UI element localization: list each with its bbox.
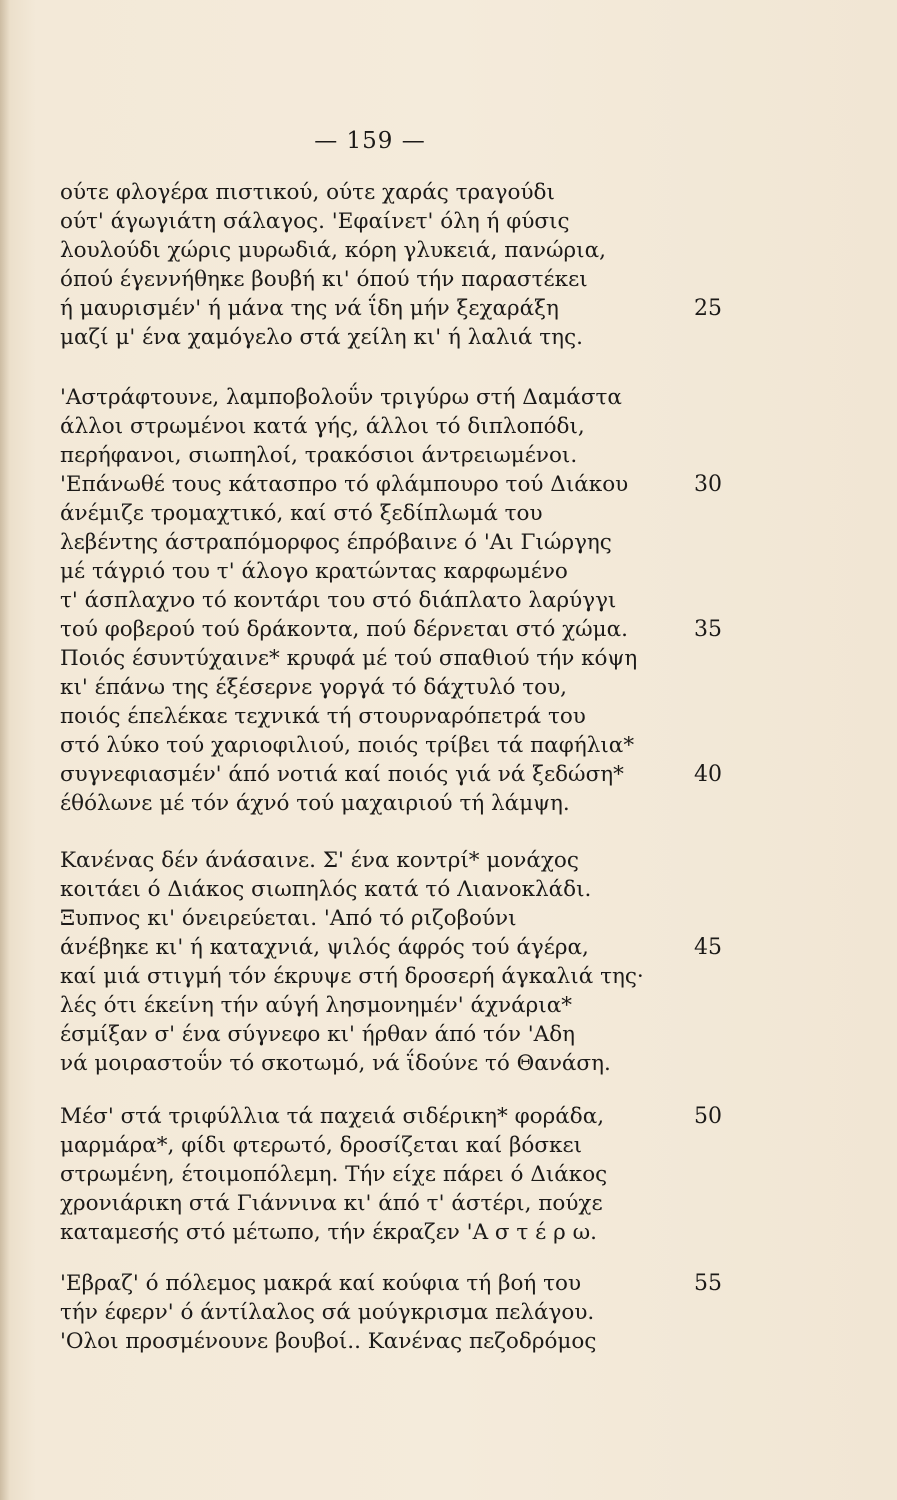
stanza [60, 383, 840, 818]
line-text: τού φοβερού τού δράκοντα, πού δέρνεται στό χώμα. [60, 617, 628, 642]
line-number: 50 [694, 1104, 722, 1129]
poem-line [60, 1269, 840, 1298]
line-text: κι' έπάνω της έξέσερνε γοργά τό δάχτυλό του, [60, 675, 568, 700]
line-text: κοιτάει ό Διάκος σιωπηλός κατά τό Λιανοκλάδι. [60, 877, 592, 902]
line-text: ούτ' άγωγιάτη σάλαγος. 'Εφαίνετ' όλη ή φύσις [60, 209, 570, 234]
line-number: 45 [694, 935, 722, 960]
line-text: 'Εβραζ' ό πόλεμος μακρά καί κούφια τή βοή του [60, 1271, 582, 1296]
line-text: Ποιός έσυντύχαινε* κρυφά μέ τού σπαθιού τήν κόψη [60, 646, 638, 671]
stanza [60, 846, 840, 1078]
line-text: καί μιά στιγμή τόν έκρυψε στή δροσερή άγκαλιά της· [60, 964, 644, 989]
stanza [60, 178, 840, 352]
poem-line [60, 1218, 840, 1247]
poem-line [60, 586, 840, 615]
poem-line [60, 615, 840, 644]
poem-line [60, 294, 840, 323]
page-edge-shadow [0, 0, 10, 1500]
line-text: έθόλωνε μέ τόν άχνό τού μαχαιριού τή λάμψη. [60, 791, 570, 816]
poem-line [60, 875, 840, 904]
line-text: Μέσ' στά τριφύλλια τά παχειά σιδέρικη* φοράδα, [60, 1104, 605, 1129]
poem-line [60, 760, 840, 789]
line-number: 35 [694, 617, 722, 642]
poem-line [60, 644, 840, 673]
line-text: 'Αστράφτουνε, λαμποβολοΰν τριγύρω στή Δαμάστα [60, 385, 622, 410]
poem-line [60, 470, 840, 499]
poem-line [60, 441, 840, 470]
line-number: 30 [694, 472, 722, 497]
line-text: μέ τάγριό του τ' άλογο κρατώντας καρφωμένο [60, 559, 568, 584]
poem-line [60, 846, 840, 875]
poem-line [60, 1020, 840, 1049]
poem-line [60, 1160, 840, 1189]
line-text: όπού έγεννήθηκε βουβή κι' όπού τήν παραστέκει [60, 267, 588, 292]
poem-line [60, 323, 840, 352]
poem-line [60, 383, 840, 412]
line-text: καταμεσής στό μέτωπο, τήν έκραζεν 'Α σ τ έ ρ ω. [60, 1220, 597, 1245]
poem-line [60, 904, 840, 933]
poem-line [60, 207, 840, 236]
line-number: 55 [694, 1271, 722, 1296]
poem-line [60, 178, 840, 207]
line-text: περήφανοι, σιωπηλοί, τρακόσιοι άντρειωμένοι. [60, 443, 578, 468]
poem-line [60, 499, 840, 528]
line-text: λεβέντης άστραπόμορφος έπρόβαινε ό 'Αι Γιώργης [60, 530, 612, 555]
line-text: νά μοιραστοΰν τό σκοτωμό, νά ΐδούνε τό Θανάση. [60, 1051, 611, 1076]
line-text: ή μαυρισμέν' ή μάνα της νά ΐδη μήν ξεχαράξη [60, 296, 559, 321]
line-text: στό λύκο τού χαριοφιλιού, ποιός τρίβει τά παφήλια* [60, 733, 635, 758]
poem-line [60, 673, 840, 702]
poem-line [60, 528, 840, 557]
poem-line [60, 702, 840, 731]
stanza [60, 1102, 840, 1247]
poem-line [60, 991, 840, 1020]
poem-line [60, 236, 840, 265]
line-text: ποιός έπελέκαε τεχνικά τή στουρναρόπετρά του [60, 704, 586, 729]
line-text: μαρμάρα*, φίδι φτερωτό, δροσίζεται καί βόσκει [60, 1133, 583, 1158]
poem-line [60, 1327, 840, 1356]
poem-line [60, 789, 840, 818]
poem-line [60, 1102, 840, 1131]
line-text: συγνεφιασμέν' άπό νοτιά καί ποιός γιά νά ξεδώση* [60, 762, 624, 787]
line-text: 'Επάνωθέ τους κάτασπρο τό φλάμπουρο τού Διάκου [60, 472, 629, 497]
line-text: ούτε φλογέρα πιστικού, ούτε χαράς τραγούδι [60, 180, 555, 205]
poem-line [60, 1298, 840, 1327]
line-text: άνέβηκε κι' ή καταχνιά, ψιλός άφρός τού άγέρα, [60, 935, 589, 960]
poem-line [60, 1189, 840, 1218]
line-text: Ξυπνος κι' όνειρεύεται. 'Από τό ριζοβούνι [60, 906, 517, 931]
line-text: μαζί μ' ένα χαμόγελο στά χείλη κι' ή λαλιά της. [60, 325, 583, 350]
line-text: λές ότι έκείνη τήν αύγή λησμονημέν' άχνάρια* [60, 993, 572, 1018]
line-text: τήν έφερν' ό άντίλαλος σά μούγκρισμα πελάγου. [60, 1300, 595, 1325]
line-text: άλλοι στρωμένοι κατά γής, άλλοι τό διπλοπόδι, [60, 414, 585, 439]
page-number: — 159 — [314, 128, 426, 154]
line-text: άνέμιζε τρομαχτικό, καί στό ξεδίπλωμά του [60, 501, 543, 526]
poem-line [60, 557, 840, 586]
line-text: τ' άσπλαχνο τό κοντάρι του στό διάπλατο λαρύγγι [60, 588, 617, 613]
poem-line [60, 412, 840, 441]
poem-line [60, 1131, 840, 1160]
line-text: Κανένας δέν άνάσαινε. Σ' ένα κοντρί* μονάχος [60, 848, 579, 873]
line-text: έσμίξαν σ' ένα σύγνεφο κι' ήρθαν άπό τόν 'Αδη [60, 1022, 576, 1047]
poem-line [60, 1049, 840, 1078]
poem-line [60, 933, 840, 962]
line-text: χρονιάρικη στά Γιάννινα κι' άπό τ' άστέρι, πούχε [60, 1191, 603, 1216]
poem-line [60, 962, 840, 991]
stanza [60, 1269, 840, 1356]
line-text: στρωμένη, έτοιμοπόλεμη. Τήν είχε πάρει ό Διάκος [60, 1162, 608, 1187]
poem-line [60, 731, 840, 760]
line-text: 'Ολοι προσμένουνε βουβοί.. Κανένας πεζοδρόμος [60, 1329, 597, 1354]
line-number: 40 [694, 762, 722, 787]
line-number: 25 [694, 296, 722, 321]
line-text: λουλούδι χώρις μυρωδιά, κόρη γλυκειά, πανώρια, [60, 238, 606, 263]
poem-line [60, 265, 840, 294]
